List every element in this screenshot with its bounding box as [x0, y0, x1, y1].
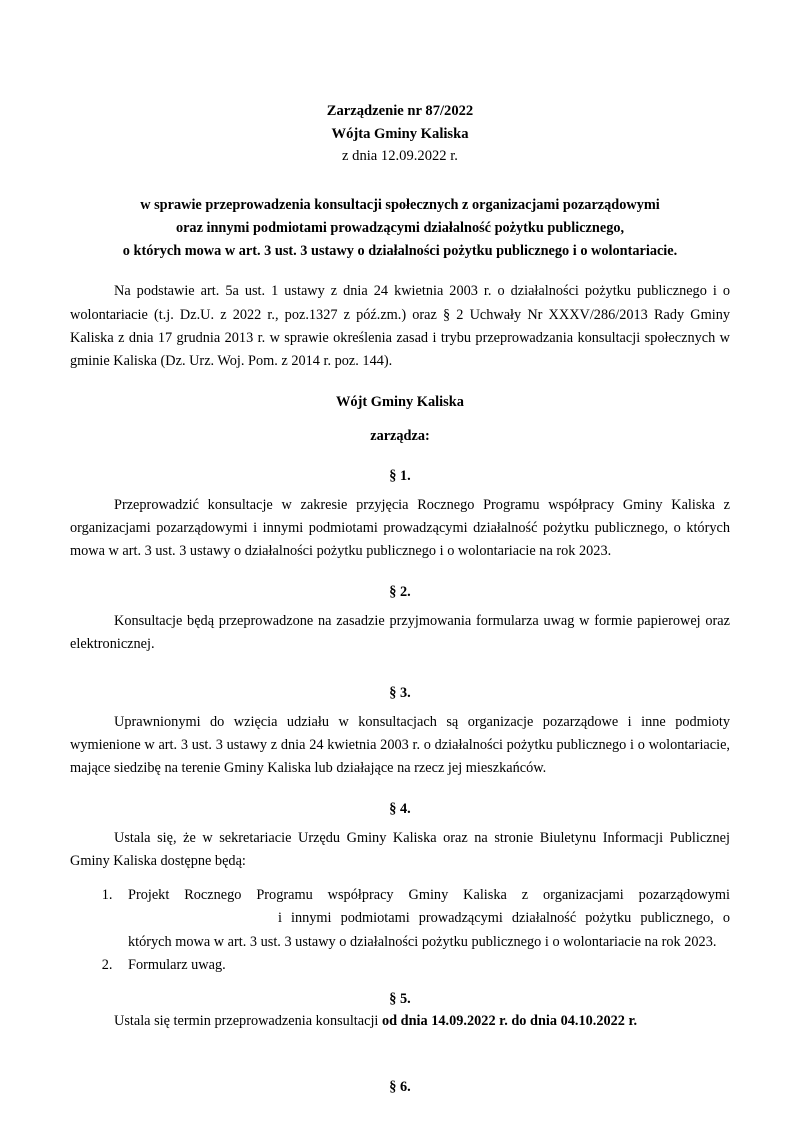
- spacer: [70, 780, 730, 798]
- spacer: [70, 262, 730, 280]
- section-text-3: Uprawnionymi do wzięcia udziału w konsultacjach są organizacje pozarządowe i inne podmioty wymienione w art. 3 ust. 3 ustawy z dnia 24 kwietnia 2003 r. o działalności pożytku publicznego i o wolontariacie, mające siedzibę na terenie Gminy Kaliska lub działające na rzecz jej mieszkańców.: [70, 713, 730, 777]
- section-5-text-plain: Ustala się termin przeprowadzenia konsultacji: [114, 1013, 382, 1030]
- list-item: [116, 884, 730, 953]
- document-title-line-2: Wójta Gminy Kaliska: [331, 125, 469, 142]
- section-text-4: Ustala się, że w sekretariacie Urzędu Gminy Kaliska oraz na stronie Biuletynu Informacji Publicznej Gminy Kaliska dostępne będą:: [70, 829, 730, 870]
- list-item-text-part-2: i innymi podmiotami prowadzącymi działalność pożytku publicznego, o których mowa w art. 3 ust. 3 ustawy o działalności pożytku publicznego i o wolontariacie na rok 2023.: [128, 910, 730, 950]
- section-5-text-bold: od dnia 14.09.2022 r. do dnia 04.10.2022 r.: [381, 1013, 638, 1030]
- section-mark-5: § 5.: [389, 990, 411, 1007]
- spacer: [70, 563, 730, 581]
- spacer: [70, 656, 730, 682]
- document-body: [70, 100, 730, 1034]
- subject-line-2: oraz innymi podmiotami prowadzącymi działalność pożytku publicznego,: [175, 219, 625, 236]
- spacer: [70, 373, 730, 391]
- section-text-2: Konsultacje będą przeprowadzone na zasadzie przyjmowania formularza uwag w formie papierowej oraz elektronicznej.: [70, 613, 730, 653]
- preamble-paragraph: Na podstawie art. 5a ust. 1 ustawy z dnia 24 kwietnia 2003 r. o działalności pożytku publicznego i o wolontariacie (t.j. Dz.U. z 2022 r., poz.1327 z póź.zm.) oraz § 2 Uchwały Nr XXXV/286/2013 Rady Gminy Kaliska z dnia 17 grudnia 2013 r. w sprawie określenia zasad i trybu przeprowadzania konsultacji społecznych w gminie Kaliska (Dz. Urz. Woj. Pom. z 2014 r. poz. 144).: [70, 283, 730, 369]
- spacer: [70, 414, 730, 425]
- document-date-line: z dnia 12.09.2022 r.: [342, 148, 458, 165]
- signatory-line: Wójt Gminy Kaliska: [336, 394, 464, 411]
- section-mark-4: § 4.: [389, 801, 411, 818]
- available-documents-list: [70, 884, 730, 977]
- list-item-text-part-1: Projekt Rocznego Programu współpracy Gminy Kaliska z organizacjami pozarządowymi: [128, 887, 730, 904]
- spacer: [70, 873, 730, 884]
- section-text-5: [70, 1010, 730, 1033]
- orders-word: zarządza:: [370, 427, 430, 444]
- document-title-line-1: Zarządzenie nr 87/2022: [326, 103, 474, 119]
- spacer: [70, 447, 730, 465]
- list-item: [116, 954, 730, 977]
- spacer: [70, 168, 730, 194]
- subject-line-3: o których mowa w art. 3 ust. 3 ustawy o działalności pożytku publicznego i o wolontariacie.: [122, 242, 678, 259]
- section-mark-1: § 1.: [389, 468, 411, 485]
- section-mark-2: § 2.: [389, 584, 411, 601]
- subject-line-1: w sprawie przeprowadzenia konsultacji społecznych z organizacjami pozarządowymi: [140, 196, 660, 213]
- section-mark-6: § 6.: [389, 1079, 411, 1095]
- section-text-1: Przeprowadzić konsultacje w zakresie przyjęcia Rocznego Programu współpracy Gminy Kaliska z organizacjami pozarządowymi i innymi podmiotami prowadzącymi działalność pożytku publicznego, o których mowa w art. 3 ust. 3 ustawy o działalności pożytku publicznego i o wolontariacie na rok 2023.: [70, 496, 730, 560]
- list-item-text-part-1: Formularz uwag.: [128, 956, 226, 973]
- spacer: [70, 977, 730, 988]
- section-mark-3: § 3.: [389, 685, 411, 702]
